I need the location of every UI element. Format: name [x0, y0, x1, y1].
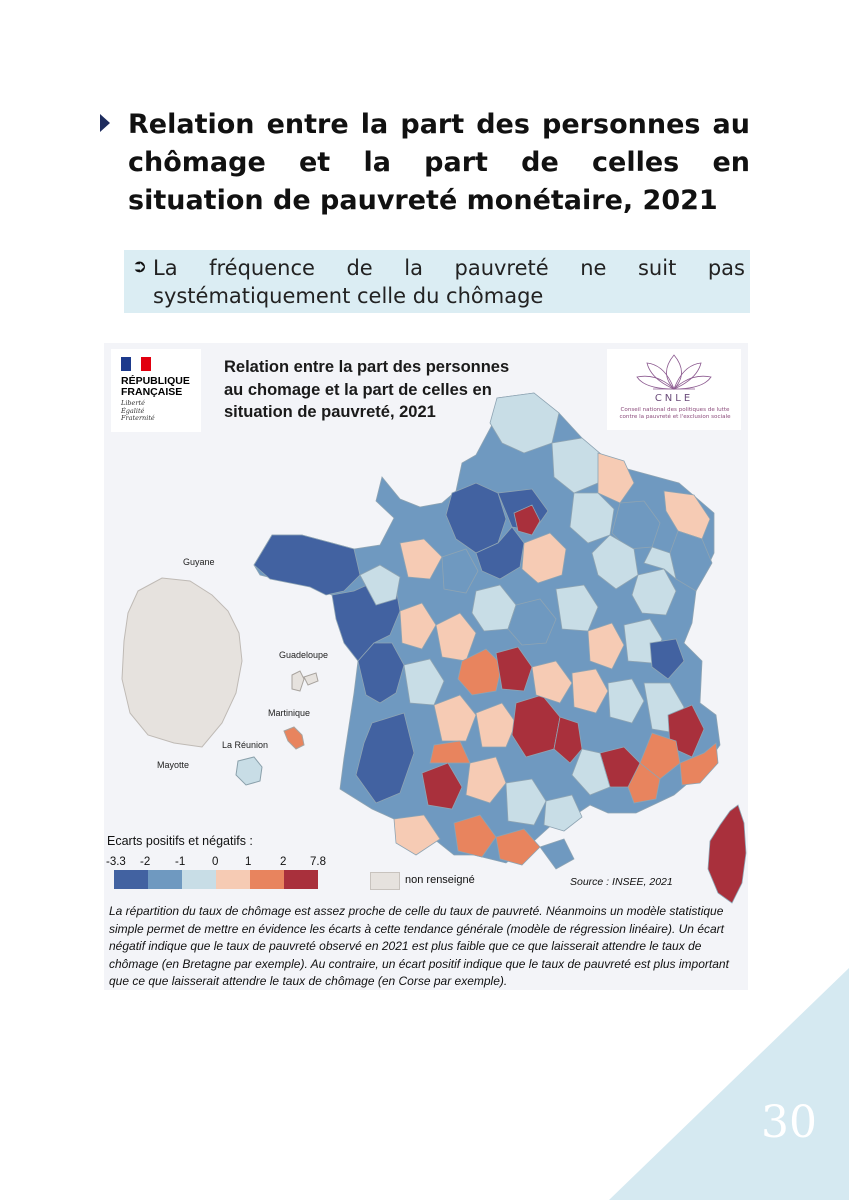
missing-swatch	[370, 872, 400, 890]
cnle-acronym: CNLE	[654, 393, 694, 404]
missing-label: non renseigné	[405, 874, 475, 886]
rf-motto: Liberté Égalité Fraternité	[121, 399, 155, 422]
label-mayotte: Mayotte	[157, 760, 190, 770]
legend-tick: -1	[175, 856, 186, 868]
map-figure	[104, 343, 748, 990]
callout-bullet-icon: ➲	[132, 256, 148, 277]
heading-title: Relation entre la part des personnes au chômage et la part de celles en situation de pauvreté monétaire, 2021	[128, 109, 750, 216]
legend-tick: -2	[140, 856, 151, 868]
legend-swatch	[284, 870, 318, 889]
legend-swatch	[148, 870, 182, 889]
section-heading	[100, 106, 750, 220]
legend-swatch	[250, 870, 284, 889]
rf-name: RÉPUBLIQUE FRANÇAISE	[121, 375, 190, 398]
departments	[254, 393, 746, 903]
legend-title: Ecarts positifs et négatifs :	[107, 834, 253, 848]
figure-title: Relation entre la part des personnes au chomage et la part de celles en situation de pauvreté, 2021	[224, 358, 510, 421]
label-guadeloupe: Guadeloupe	[279, 650, 329, 660]
figure-note: La répartition du taux de chômage est assez proche de celle du taux de pauvreté. Néanmoins un modèle statistique simple permet de mettre en évidence les écarts à cette tendance générale (modèle de régression linéaire). Un écart négatif indique que le taux de pauvreté observé en 2021 est plus faible que ce que laisserait attendre le taux de chômage (en Bretagne par exemple). Au contraire, un écart positif indique que le taux de pauvreté est plus important que ce que laisserait attendre le taux de chômage (en Corse par exemple).	[109, 904, 729, 988]
page-number: 30	[761, 1097, 817, 1148]
heading-arrow-icon	[100, 114, 110, 132]
marianne-flag-icon	[121, 357, 151, 371]
callout-text: La fréquence de la pauvreté ne suit pas systématiquement celle du chômage	[153, 256, 745, 308]
label-guyane: Guyane	[183, 557, 215, 567]
corner-triangle	[609, 968, 849, 1200]
guyane-shape	[122, 578, 242, 747]
france-map	[104, 343, 748, 990]
legend-swatch	[216, 870, 250, 889]
guadeloupe-shape	[292, 671, 318, 691]
legend-tick: 0	[212, 856, 219, 868]
legend-tick: 2	[280, 856, 287, 868]
legend-tick: 7.8	[310, 856, 326, 868]
cnle-logo	[607, 349, 741, 430]
callout-box	[124, 250, 750, 313]
source-note: Source : INSEE, 2021	[570, 876, 673, 888]
label-martinique: Martinique	[268, 708, 311, 718]
republique-francaise-logo	[111, 349, 201, 432]
legend-swatch	[182, 870, 216, 889]
label-reunion: La Réunion	[222, 740, 269, 750]
cnle-lotus-icon	[607, 349, 741, 393]
legend-tick: -3.3	[106, 856, 126, 868]
legend-tick: 1	[245, 856, 252, 868]
martinique-shape	[284, 727, 304, 749]
legend-swatch	[114, 870, 148, 889]
corse-shape	[708, 805, 746, 903]
reunion-shape	[236, 757, 262, 785]
cnle-tagline: Conseil national des politiques de lutte contre la pauvreté et l'exclusion sociale	[619, 407, 731, 420]
